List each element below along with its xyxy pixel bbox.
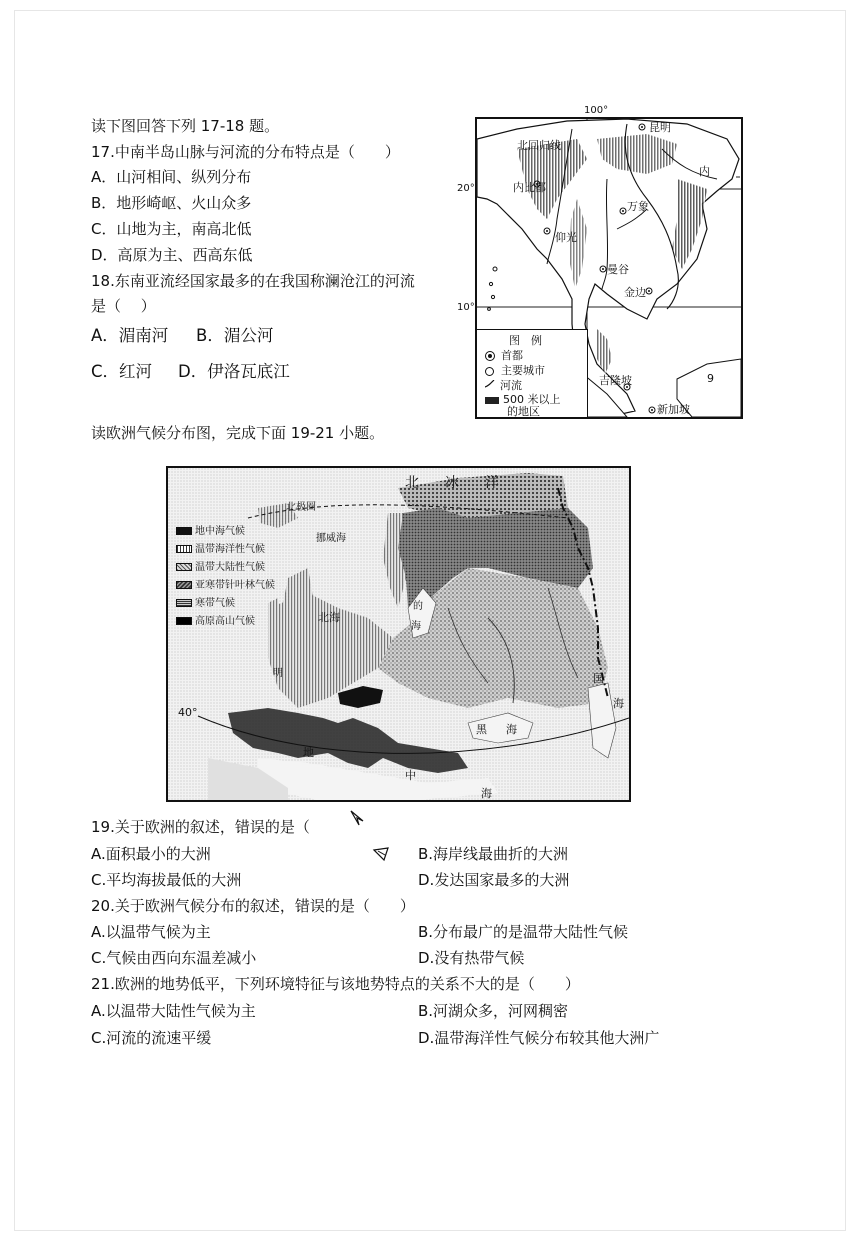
map1-legend-title: 图 例 <box>509 334 542 347</box>
map2-legend-continental <box>176 562 265 574</box>
triangle-mark-icon <box>372 846 392 866</box>
map2-legend-highland <box>176 616 255 628</box>
map2-legend-polar-label: 寒带气候 <box>195 598 235 609</box>
map1-legend-river-label: 河流 <box>500 379 522 392</box>
q20-option-a: A.以温带气候为主 <box>91 923 211 941</box>
polar-swatch-icon <box>176 599 192 607</box>
map2-label-guo: 国 <box>593 672 604 685</box>
map1-lat20-label: 20° <box>457 183 475 194</box>
taiga-swatch-icon <box>176 581 192 589</box>
map1-label-bangkok: 曼谷 <box>607 263 629 276</box>
map2-label-baltic-hai: 海 <box>411 621 421 632</box>
map2-label-ming: 明 <box>273 668 283 679</box>
map2-label-caspian-hai: 海 <box>613 697 624 710</box>
map1-label-yangon: 仰光 <box>555 231 577 244</box>
map2-label-lat40: 40° <box>178 706 198 719</box>
q18-stem-line2: 是（ ） <box>91 297 156 315</box>
q18-option-b: B．湄公河 <box>196 326 274 345</box>
map2-legend-mediterranean <box>176 526 245 538</box>
river-symbol-icon <box>485 382 495 390</box>
q17-stem: 17.中南半岛山脉与河流的分布特点是（ ） <box>91 143 400 161</box>
map2-label-baltic-de: 的 <box>413 601 423 612</box>
map1-legend-capital <box>485 350 523 362</box>
map2-label-med-hai: 海 <box>481 787 492 800</box>
q19-option-b: B.海岸线最曲折的大洲 <box>418 845 569 863</box>
europe-climate-map <box>166 466 631 802</box>
map1-legend-capital-label: 首都 <box>501 349 523 362</box>
map2-label-arctic-ocean: 北 冰 洋 <box>405 475 505 491</box>
map1-lat10-label: 10° <box>457 302 475 313</box>
q21-option-d: D.温带海洋性气候分布较其他大洲广 <box>418 1029 660 1047</box>
map2-legend-taiga-label: 亚寒带针叶林气候 <box>195 580 275 591</box>
cursor-arrow-icon <box>349 809 365 833</box>
q19-stem: 19.关于欧洲的叙述，错误的是（ <box>91 818 310 836</box>
q18-option-a: A．湄南河 <box>91 326 169 345</box>
southeast-asia-map <box>475 117 743 419</box>
map2-legend-mediterranean-label: 地中海气候 <box>195 526 245 537</box>
map2-legend-oceanic-label: 温带海洋性气候 <box>195 544 265 555</box>
q20-stem: 20.关于欧洲气候分布的叙述，错误的是（ ） <box>91 897 415 915</box>
section1-intro: 读下图回答下列 17-18 题。 <box>91 117 280 135</box>
map1-legend-city <box>485 365 545 377</box>
map2-label-arctic-circle: 北极圈 <box>286 502 316 513</box>
europe-climate-map-graphic <box>168 468 629 800</box>
map2-legend-oceanic <box>176 544 265 556</box>
map1-legend-river <box>485 380 522 392</box>
map1-label-kuala-lumpur: 吉隆坡 <box>599 374 632 387</box>
q18-option-c: C．红河 <box>91 362 153 381</box>
q20-option-b: B.分布最广的是温带大陆性气候 <box>418 923 629 941</box>
map1-label-nei: 内 <box>699 165 710 178</box>
highland-symbol-icon <box>485 397 499 404</box>
q17-option-b: B．地形崎岖、火山众多 <box>91 194 252 212</box>
q21-option-c: C.河流的流速平缓 <box>91 1029 212 1047</box>
capital-symbol-icon <box>485 351 495 361</box>
q21-option-a: A.以温带大陆性气候为主 <box>91 1002 256 1020</box>
q21-stem: 21.欧洲的地势低平，下列环境特征与该地势特点的关系不大的是（ ） <box>91 975 580 993</box>
map2-label-north-sea: 北海 <box>318 611 340 624</box>
map1-label-phnom-penh: 金边 <box>624 286 646 299</box>
map2-legend-polar <box>176 598 235 610</box>
map1-label-vientiane: 万象 <box>627 200 649 213</box>
q18-stem-line1: 18.东南亚流经国家最多的在我国称澜沧江的河流 <box>91 272 415 290</box>
q19-option-c: C.平均海拔最低的大洲 <box>91 871 242 889</box>
map2-legend-taiga <box>176 580 275 592</box>
continental-swatch-icon <box>176 563 192 571</box>
city-symbol-icon <box>485 367 494 376</box>
map1-label-nine: 9 <box>707 372 714 385</box>
map1-label-kunming: 昆明 <box>649 121 671 134</box>
map1-legend <box>477 329 588 419</box>
q19-option-d: D.发达国家最多的大洲 <box>418 871 570 889</box>
q18-option-d: D．伊洛瓦底江 <box>178 362 290 381</box>
q19-option-a: A.面积最小的大洲 <box>91 845 211 863</box>
map1-label-naypyidaw: 内比都 <box>513 181 546 194</box>
q17-option-a: A．山河相间、纵列分布 <box>91 168 252 186</box>
map1-legend-highland-label2: 的地区 <box>507 405 540 418</box>
map1-legend-highland-label: 500 米以上 <box>503 393 561 406</box>
q20-option-d: D.没有热带气候 <box>418 949 525 967</box>
map2-legend-continental-label: 温带大陆性气候 <box>195 562 265 573</box>
map2-legend-highland-label: 高原高山气候 <box>195 616 255 627</box>
mediterranean-swatch-icon <box>176 527 192 535</box>
highland-climate-swatch-icon <box>176 617 192 625</box>
q17-option-c: C．山地为主，南高北低 <box>91 220 252 238</box>
oceanic-swatch-icon <box>176 545 192 553</box>
map1-longitude-label: 100° <box>584 105 609 116</box>
map1-legend-city-label: 主要城市 <box>501 364 545 377</box>
map1-label-tropic: 北回归线 <box>517 139 561 152</box>
map2-label-black-sea: 黑 海 <box>476 723 521 736</box>
map2-label-med-di: 地 <box>303 746 314 759</box>
q17-option-d: D．高原为主、西高东低 <box>91 246 253 264</box>
map1-label-singapore: 新加坡 <box>657 403 690 416</box>
map2-label-norwegian-sea: 挪威海 <box>316 533 346 544</box>
section2-intro: 读欧洲气候分布图，完成下面 19-21 小题。 <box>91 424 385 442</box>
q21-option-b: B.河湖众多，河网稠密 <box>418 1002 569 1020</box>
q20-option-c: C.气候由西向东温差减小 <box>91 949 257 967</box>
map2-label-med-zhong: 中 <box>405 769 416 782</box>
